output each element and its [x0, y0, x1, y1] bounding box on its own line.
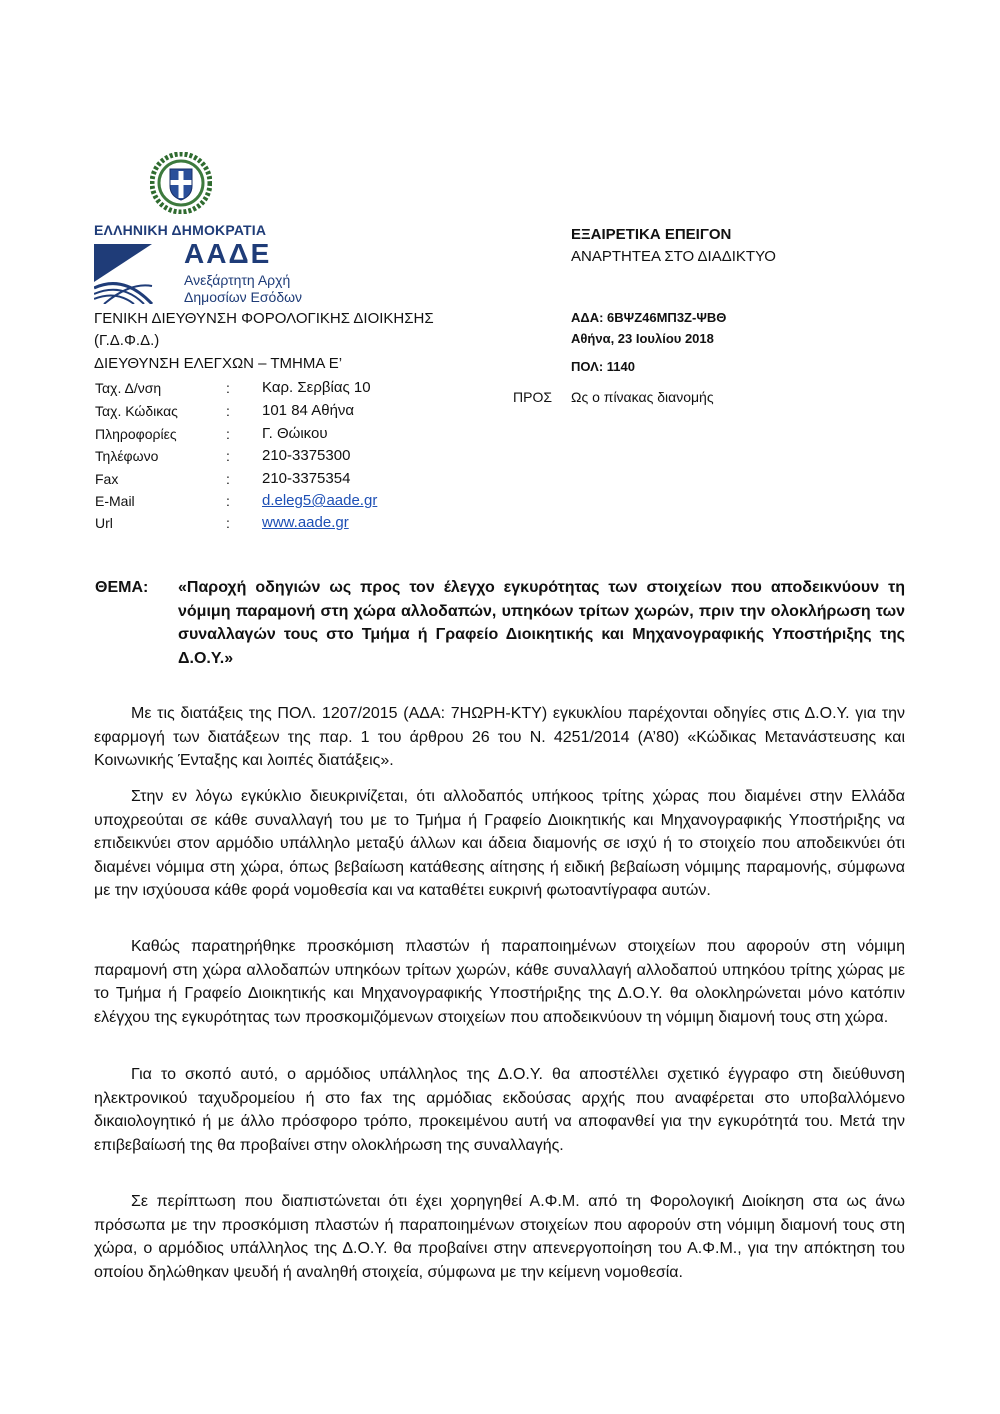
body-paragraph-1: Με τις διατάξεις της ΠΟΛ. 1207/2015 (ΑΔΑ: 7ΗΩΡΗ-ΚΤΥ) εγκυκλίου παρέχονται οδηγίες στις Δ.Ο.Υ. για την εφαρμογή των διατάξεων της παρ. 1 του άρθρου 26 του Ν. 4251/2014 (Α’80) «Κώδικας Μετανάστευσης και Κοινωνικής Ένταξης και λοιπές διατάξεις». — [94, 705, 905, 769]
contact-label-postcode: Ταχ. Κώδικας — [95, 403, 178, 419]
body-paragraph-4: Για το σκοπό αυτό, ο αρμόδιος υπάλληλος της Δ.Ο.Υ. θα αποστέλλει σχετικό έγγραφο στη διεύθυνση ηλεκτρονικού ταχυδρομείου ή στο fax της αρμόδιας εκδούσας αρχής που αναφέρεται στο υποβαλλόμενο δικαιολογητικό ή με άλλο πρόσφορο τρόπο, προκειμένου αυτή να αποφανθεί για την εγκυρότητά του. Μετά την επιβεβαίωσή της θα προβαίνει στην ολοκλήρωση της συναλλαγής. — [94, 1066, 905, 1154]
contact-value-postcode: 101 84 Αθήνα — [262, 402, 355, 419]
website-link[interactable]: www.aade.gr — [262, 514, 349, 531]
body-paragraph-5: Σε περίπτωση που διαπιστώνεται ότι έχει χορηγηθεί Α.Φ.Μ. από τη Φορολογική Διοίκηση στα ως άνω πρόσωπα με την προσκόμιση πλαστών ή παραποιημένων στοιχείων που αφορούν στη νόμιμη διαμονή τους στη χώρα, ο αρμόδιος υπάλληλος της Δ.Ο.Υ. θα προβαίνει στην απενεργοποίηση του Α.Φ.Μ., για την απόκτηση του οποίου δηλώθηκαν ψευδή ή αναληθή στοιχεία, σύμφωνα με την κείμενη νομοθεσία. — [94, 1193, 905, 1281]
contact-value-address: Καρ. Σερβίας 10 — [262, 379, 371, 396]
contact-label-fax: Fax — [95, 471, 119, 487]
republic-title: ΕΛΛΗΝΙΚΗ ΔΗΜΟΚΡΑΤΙΑ — [94, 222, 267, 238]
dept-line2: (Γ.Δ.Φ.Δ.) — [94, 332, 160, 349]
document-date: Αθήνα, 23 Ιουλίου 2018 — [571, 331, 714, 346]
contact-label-phone: Τηλέφωνο — [95, 448, 159, 464]
contact-sep: : — [226, 448, 230, 464]
email-link[interactable]: d.eleg5@aade.gr — [262, 492, 378, 509]
agency-name-line1: Ανεξάρτητη Αρχή — [184, 272, 291, 288]
contact-value-info: Γ. Θώικου — [262, 425, 328, 442]
dept-line1: ΓΕΝΙΚΗ ΔΙΕΥΘΥΝΣΗ ΦΟΡΟΛΟΓΙΚΗΣ ΔΙΟΙΚΗΣΗΣ — [94, 310, 434, 327]
agency-abbr: ΑΑΔΕ — [184, 238, 272, 269]
contact-sep: : — [226, 426, 230, 442]
contact-value-phone: 210-3375300 — [262, 447, 351, 464]
contact-sep: : — [226, 471, 230, 487]
contact-label-email: E-Mail — [95, 493, 135, 509]
contact-label-info: Πληροφορίες — [95, 426, 177, 442]
subject-label: ΘΕΜΑ: — [95, 579, 149, 596]
contact-sep: : — [226, 403, 230, 419]
urgent-notice: ΕΞΑΙΡΕΤΙΚΑ ΕΠΕΙΓΟΝ — [571, 226, 732, 243]
pol-number: ΠΟΛ: 1140 — [571, 359, 635, 374]
contact-label-address: Ταχ. Δ/νση — [95, 380, 162, 396]
contact-label-url: Url — [95, 515, 113, 531]
greek-emblem-icon — [150, 152, 212, 214]
subject-text: «Παροχή οδηγιών ως προς τον έλεγχο εγκυρότητας των στοιχείων που αποδεικνύουν τη νόμιμη παραμονή στη χώρα αλλοδαπών, υπηκόων τρίτων χωρών, πριν την ολοκλήρωση των συναλλαγών τους στο Τμήμα ή Γραφείο Διοικητικής και Μηχανογραφικής Υποστήριξης της Δ.Ο.Υ.» — [178, 579, 905, 667]
publish-notice: ΑΝΑΡΤΗΤΕΑ ΣΤΟ ΔΙΑΔΙΚΤΥΟ — [571, 248, 776, 265]
contact-value-fax: 210-3375354 — [262, 470, 351, 487]
contact-sep: : — [226, 515, 230, 531]
contact-sep: : — [226, 493, 230, 509]
aade-logo-icon — [94, 244, 174, 304]
dept-line3: ΔΙΕΥΘΥΝΣΗ ΕΛΕΓΧΩΝ – ΤΜΗΜΑ Ε’ — [94, 355, 343, 372]
recipient-value: Ως ο πίνακας διανομής — [571, 389, 714, 405]
contact-sep: : — [226, 380, 230, 396]
agency-name-line2: Δημοσίων Εσόδων — [184, 289, 303, 305]
body-paragraph-3: Καθώς παρατηρήθηκε προσκόμιση πλαστών ή παραποιημένων στοιχείων που αφορούν στη νόμιμη παραμονή στη χώρα αλλοδαπών υπηκόων τρίτων χωρών, κάθε συναλλαγή αλλοδαπού υπηκόου τρίτης χώρας με το Τμήμα ή Γραφείο Διοικητικής και Μηχανογραφικής Υποστήριξης της Δ.Ο.Υ. θα ολοκληρώνεται μόνο κατόπιν ελέγχου της εγκυρότητας των προσκομιζόμενων στοιχείων που αποδεικνύουν τη νόμιμη διαμονή τους στη χώρα. — [94, 938, 905, 1026]
body-paragraph-2: Στην εν λόγω εγκύκλιο διευκρινίζεται, ότι αλλοδαπός υπήκοος τρίτης χώρας που διαμένει στην Ελλάδα υποχρεούται σε κάθε συναλλαγή του με το Τμήμα ή Γραφείο Διοικητικής και Μηχανογραφικής Υποστήριξης να επιδεικνύει στον αρμόδιο υπάλληλο μεταξύ άλλων και άδεια διαμονής σε ισχύ ή το στοιχείο που αποδεικνύει ότι διαμένει νόμιμα στη χώρα, όπως βεβαίωση κατάθεσης αίτησης ή ειδική βεβαίωση νόμιμης παραμονής, σύμφωνα με την ισχύουσα κάθε φορά νομοθεσία και να καταθέτει ευκρινή φωτοαντίγραφα αυτών. — [94, 788, 905, 899]
ada-code: ΑΔΑ: 6ΒΨΖ46ΜΠ3Ζ-ΨΒΘ — [571, 310, 727, 325]
recipient-label: ΠΡΟΣ — [513, 389, 552, 405]
